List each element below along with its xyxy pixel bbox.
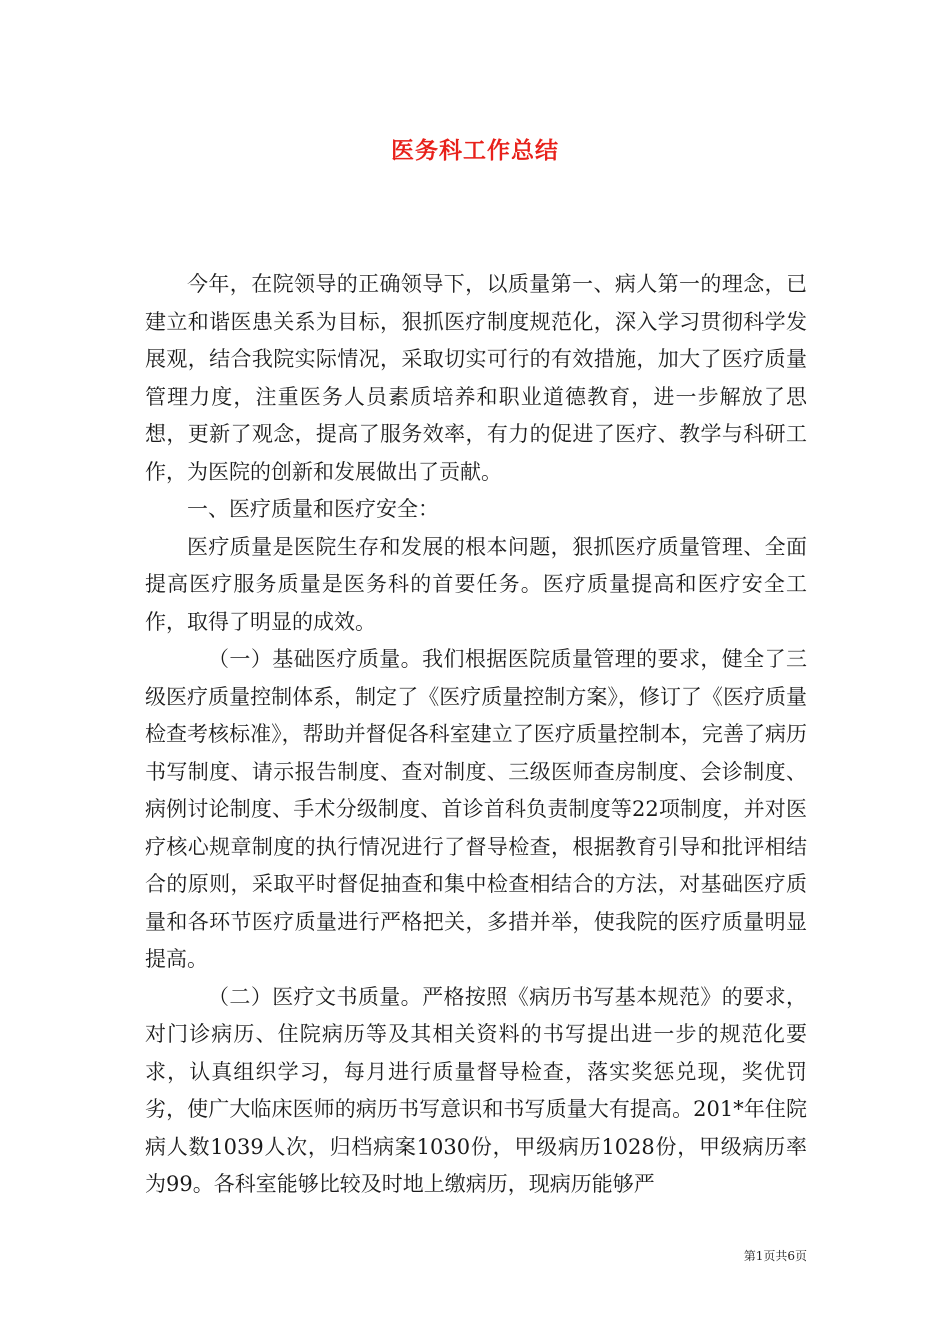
document-title: 医务科工作总结 <box>391 137 559 164</box>
paragraph-basic-quality: （一）基础医疗质量。我们根据医院质量管理的要求，健全了三级医疗质量控制体系，制定了《医疗质量控制方案》，修订了《医疗质量检查考核标准》，帮助并督促各科室建立了医疗质量控制本，完善了病历书写制度、请示报告制度、查对制度、三级医师查房制度、会诊制度、病例讨论制度、手术分级制度、首诊首科负责制度等22项制度，并对医疗核心规章制度的执行情况进行了督导检查，根据教育引导和批评相结合的原则，采取平时督促抽查和集中检查相结合的方法，对基础医疗质量和各环节医疗质量进行严格把关，多措并举，使我院的医疗质量明显提高。 <box>145 647 807 971</box>
paragraph-quality-overview: 医疗质量是医院生存和发展的根本问题，狠抓医疗质量管理、全面提高医疗服务质量是医务科的首要任务。医疗质量提高和医疗安全工作，取得了明显的成效。 <box>145 534 807 634</box>
paragraph-intro: 今年，在院领导的正确领导下，以质量第一、病人第一的理念，已建立和谐医患关系为目标，狠抓医疗制度规范化，深入学习贯彻科学发展观，结合我院实际情况，采取切实可行的有效措施，加大了医疗质量管理力度，注重医务人员素质培养和职业道德教育，进一步解放了思想，更新了观念，提高了服务效率，有力的促进了医疗、教学与科研工作，为医院的创新和发展做出了贡献。 <box>145 272 807 484</box>
document-body <box>145 266 807 1204</box>
page-number: 第1页共6页 <box>743 1249 807 1263</box>
section-heading-quality-safety: 一、医疗质量和医疗安全： <box>187 497 439 521</box>
paragraph-document-quality: （二）医疗文书质量。严格按照《病历书写基本规范》的要求，对门诊病历、住院病历等及其相关资料的书写提出进一步的规范化要求，认真组织学习，每月进行质量督导检查，落实奖惩兑现，奖优罚劣，使广大临床医师的病历书写意识和书写质量大有提高。201*年住院病人数1039人次，归档病案1030份，甲级病历1028份，甲级病历率为99。各科室能够比较及时地上缴病历，现病历能够严 <box>145 984 807 1196</box>
